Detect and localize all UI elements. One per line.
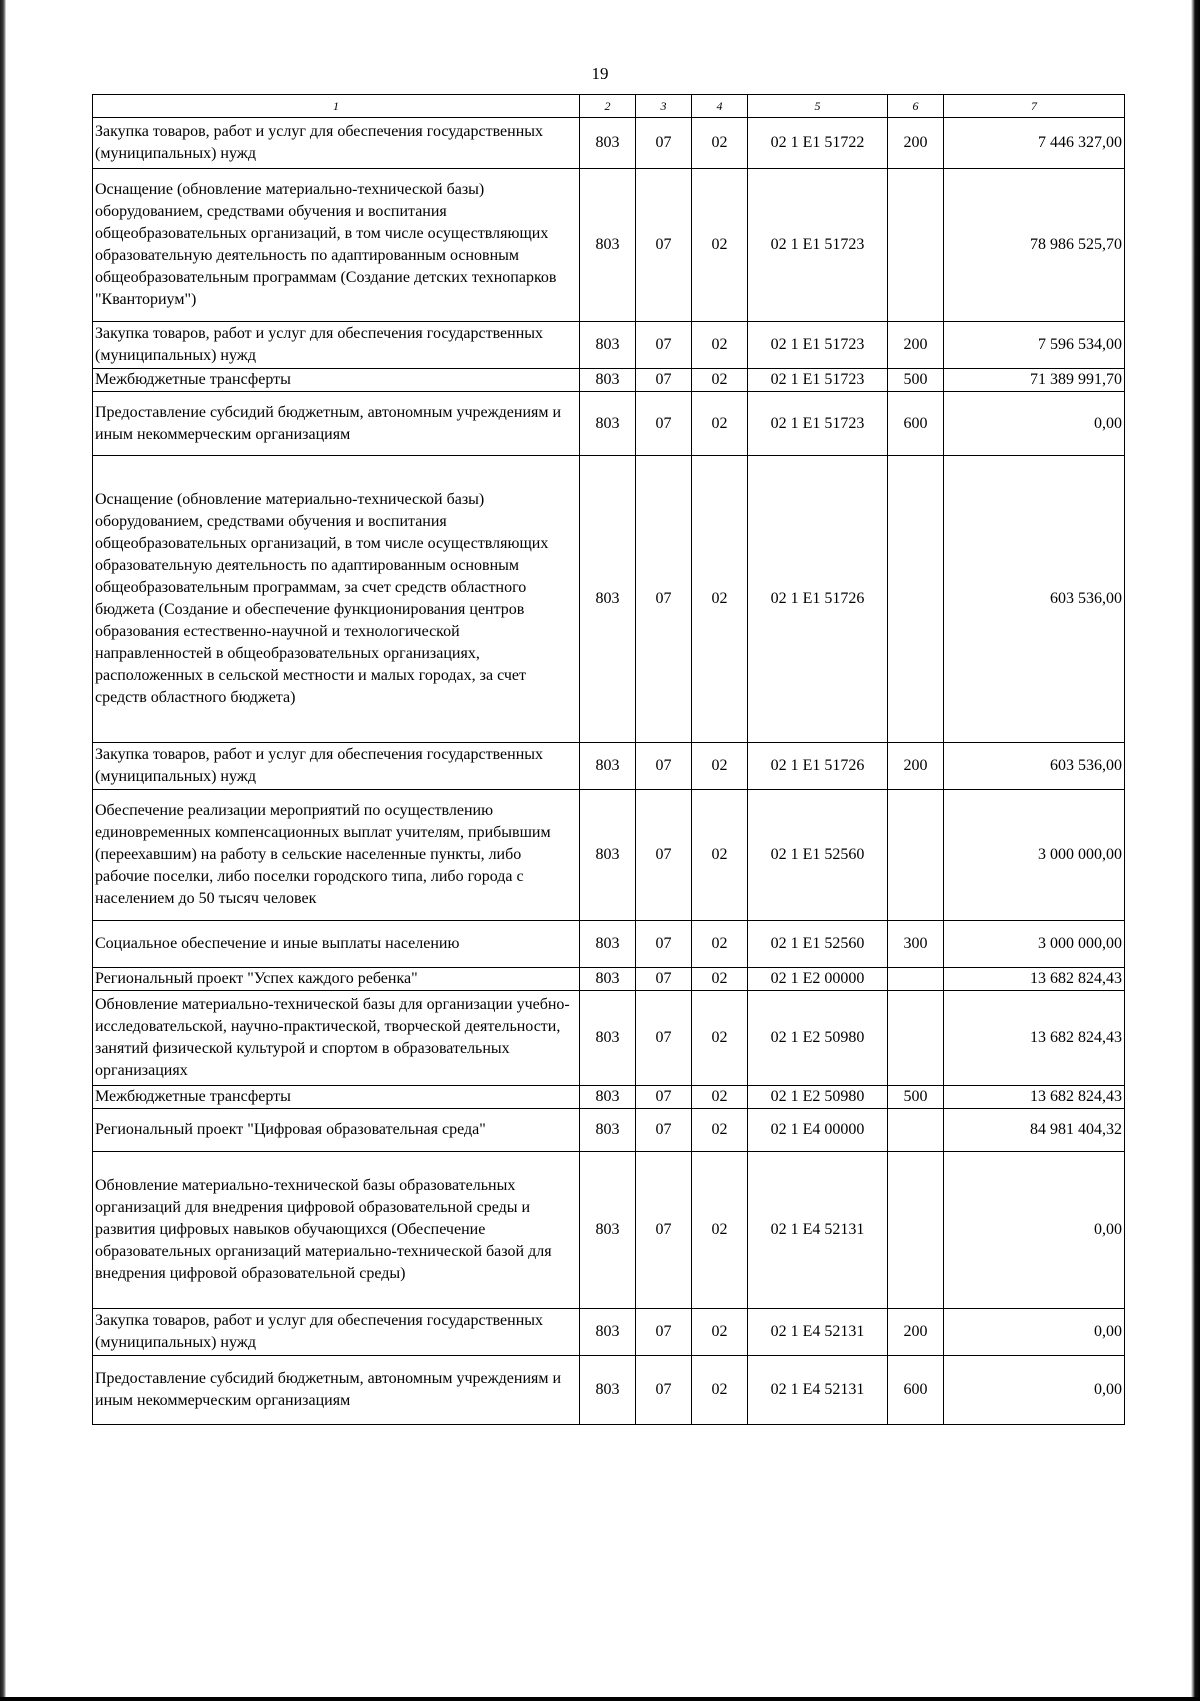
- row-amount: 7 596 534,00: [944, 322, 1125, 369]
- row-name: Закупка товаров, работ и услуг для обеспечения государственных (муниципальных) нужд: [93, 1309, 580, 1356]
- row-code-2: 803: [580, 1109, 636, 1152]
- row-code-2: 803: [580, 392, 636, 456]
- row-target-code: 02 1 E4 00000: [748, 1109, 888, 1152]
- row-target-code: 02 1 E4 52131: [748, 1356, 888, 1425]
- table-row: [93, 968, 1125, 991]
- row-code-3: 07: [636, 1152, 692, 1309]
- row-name: Региональный проект "Успех каждого ребенка": [93, 968, 580, 991]
- row-code-3: 07: [636, 968, 692, 991]
- row-code-2: 803: [580, 1086, 636, 1109]
- scan-edge-bottom: [0, 1697, 1200, 1701]
- row-expense-type: [888, 790, 944, 921]
- row-expense-type: 500: [888, 1086, 944, 1109]
- row-name: Предоставление субсидий бюджетным, автономным учреждениям и иным некоммерческим организациям: [93, 392, 580, 456]
- row-code-4: 02: [692, 118, 748, 169]
- column-number: 5: [748, 95, 888, 118]
- row-code-3: 07: [636, 991, 692, 1086]
- row-amount: 13 682 824,43: [944, 968, 1125, 991]
- row-code-2: 803: [580, 118, 636, 169]
- row-name: Закупка товаров, работ и услуг для обеспечения государственных (муниципальных) нужд: [93, 743, 580, 790]
- row-amount: 603 536,00: [944, 456, 1125, 743]
- scan-edge-right: [1191, 0, 1200, 1701]
- row-code-2: 803: [580, 1309, 636, 1356]
- row-code-4: 02: [692, 1309, 748, 1356]
- row-target-code: 02 1 E1 51726: [748, 456, 888, 743]
- row-target-code: 02 1 E1 52560: [748, 790, 888, 921]
- row-amount: 3 000 000,00: [944, 921, 1125, 968]
- row-name: Оснащение (обновление материально-технической базы) оборудованием, средствами обучения и воспитания общеобразовательных организаций, в том числе осуществляющих образовательную деятельность по адаптированным основным общеобразовательным программам (Создание детских технопарков "Кванториум"): [93, 169, 580, 322]
- row-amount: 13 682 824,43: [944, 991, 1125, 1086]
- row-code-4: 02: [692, 921, 748, 968]
- row-amount: 7 446 327,00: [944, 118, 1125, 169]
- row-code-4: 02: [692, 369, 748, 392]
- row-expense-type: 600: [888, 1356, 944, 1425]
- row-code-3: 07: [636, 392, 692, 456]
- row-code-3: 07: [636, 118, 692, 169]
- row-name: Обновление материально-технической базы образовательных организаций для внедрения цифровой образовательной среды и развития цифровых навыков обучающихся (Обеспечение образовательных организаций материально-технической базой для внедрения цифровой образовательной среды): [93, 1152, 580, 1309]
- row-code-3: 07: [636, 169, 692, 322]
- row-code-2: 803: [580, 991, 636, 1086]
- row-code-2: 803: [580, 968, 636, 991]
- table-row: [93, 1356, 1125, 1425]
- row-amount: 84 981 404,32: [944, 1109, 1125, 1152]
- row-code-4: 02: [692, 991, 748, 1086]
- budget-table-body: [93, 95, 1125, 1425]
- row-expense-type: 200: [888, 743, 944, 790]
- row-target-code: 02 1 E2 50980: [748, 991, 888, 1086]
- column-number: 6: [888, 95, 944, 118]
- row-code-3: 07: [636, 1086, 692, 1109]
- row-code-3: 07: [636, 1109, 692, 1152]
- row-code-2: 803: [580, 369, 636, 392]
- row-expense-type: 300: [888, 921, 944, 968]
- row-target-code: 02 1 E1 51723: [748, 369, 888, 392]
- row-code-2: 803: [580, 322, 636, 369]
- table-row: [93, 169, 1125, 322]
- row-expense-type: 200: [888, 322, 944, 369]
- row-code-2: 803: [580, 169, 636, 322]
- row-name: Межбюджетные трансферты: [93, 369, 580, 392]
- row-expense-type: 500: [888, 369, 944, 392]
- row-code-4: 02: [692, 1356, 748, 1425]
- row-name: Закупка товаров, работ и услуг для обеспечения государственных (муниципальных) нужд: [93, 322, 580, 369]
- row-name: Обновление материально-технической базы для организации учебно-исследовательской, научно-практической, творческой деятельности, занятий физической культурой и спортом в образовательных организациях: [93, 991, 580, 1086]
- row-amount: 78 986 525,70: [944, 169, 1125, 322]
- row-code-2: 803: [580, 743, 636, 790]
- row-code-3: 07: [636, 369, 692, 392]
- row-name: Предоставление субсидий бюджетным, автономным учреждениям и иным некоммерческим организациям: [93, 1356, 580, 1425]
- table-row: [93, 1309, 1125, 1356]
- row-code-4: 02: [692, 1152, 748, 1309]
- row-code-3: 07: [636, 921, 692, 968]
- row-code-4: 02: [692, 790, 748, 921]
- table-row: [93, 790, 1125, 921]
- row-amount: 0,00: [944, 1152, 1125, 1309]
- row-target-code: 02 1 E2 00000: [748, 968, 888, 991]
- table-row: [93, 743, 1125, 790]
- row-code-4: 02: [692, 743, 748, 790]
- row-code-2: 803: [580, 790, 636, 921]
- row-amount: 13 682 824,43: [944, 1086, 1125, 1109]
- row-name: Закупка товаров, работ и услуг для обеспечения государственных (муниципальных) нужд: [93, 118, 580, 169]
- table-header-row: [93, 95, 1125, 118]
- row-code-3: 07: [636, 1356, 692, 1425]
- table-row: [93, 369, 1125, 392]
- row-code-4: 02: [692, 322, 748, 369]
- row-target-code: 02 1 E1 51723: [748, 392, 888, 456]
- row-code-3: 07: [636, 743, 692, 790]
- row-code-4: 02: [692, 1086, 748, 1109]
- row-code-2: 803: [580, 1356, 636, 1425]
- row-target-code: 02 1 E2 50980: [748, 1086, 888, 1109]
- row-code-4: 02: [692, 456, 748, 743]
- table-row: [93, 921, 1125, 968]
- row-code-3: 07: [636, 456, 692, 743]
- table-row: [93, 392, 1125, 456]
- row-code-4: 02: [692, 968, 748, 991]
- row-code-2: 803: [580, 1152, 636, 1309]
- row-expense-type: [888, 456, 944, 743]
- table-row: [93, 456, 1125, 743]
- row-name: Обеспечение реализации мероприятий по осуществлению единовременных компенсационных выплат учителям, прибывшим (переехавшим) на работу в сельские населенные пункты, либо рабочие поселки, либо поселки городского типа, либо города с населением до 50 тысяч человек: [93, 790, 580, 921]
- row-target-code: 02 1 E4 52131: [748, 1152, 888, 1309]
- row-amount: 0,00: [944, 1309, 1125, 1356]
- row-expense-type: [888, 1152, 944, 1309]
- row-code-2: 803: [580, 456, 636, 743]
- row-code-2: 803: [580, 921, 636, 968]
- row-code-3: 07: [636, 790, 692, 921]
- column-number: 2: [580, 95, 636, 118]
- row-target-code: 02 1 E1 51726: [748, 743, 888, 790]
- row-target-code: 02 1 E4 52131: [748, 1309, 888, 1356]
- row-target-code: 02 1 E1 51723: [748, 169, 888, 322]
- row-code-3: 07: [636, 322, 692, 369]
- row-target-code: 02 1 E1 51723: [748, 322, 888, 369]
- row-code-4: 02: [692, 1109, 748, 1152]
- row-expense-type: [888, 991, 944, 1086]
- column-number: 7: [944, 95, 1125, 118]
- table-row: [93, 118, 1125, 169]
- table-row: [93, 1109, 1125, 1152]
- scan-edge-left: [0, 0, 6, 1701]
- row-code-4: 02: [692, 169, 748, 322]
- row-expense-type: [888, 968, 944, 991]
- row-amount: 0,00: [944, 392, 1125, 456]
- row-target-code: 02 1 E1 52560: [748, 921, 888, 968]
- row-expense-type: 200: [888, 118, 944, 169]
- row-name: Социальное обеспечение и иные выплаты населению: [93, 921, 580, 968]
- row-amount: 0,00: [944, 1356, 1125, 1425]
- row-expense-type: 200: [888, 1309, 944, 1356]
- row-amount: 603 536,00: [944, 743, 1125, 790]
- column-number: 1: [93, 95, 580, 118]
- table-row: [93, 991, 1125, 1086]
- row-expense-type: 600: [888, 392, 944, 456]
- row-expense-type: [888, 169, 944, 322]
- page-number: 19: [591, 64, 609, 83]
- row-target-code: 02 1 E1 51722: [748, 118, 888, 169]
- table-row: [93, 1152, 1125, 1309]
- table-row: [93, 322, 1125, 369]
- column-number: 3: [636, 95, 692, 118]
- row-code-4: 02: [692, 392, 748, 456]
- column-number: 4: [692, 95, 748, 118]
- row-amount: 3 000 000,00: [944, 790, 1125, 921]
- row-name: Межбюджетные трансферты: [93, 1086, 580, 1109]
- row-name: Региональный проект "Цифровая образовательная среда": [93, 1109, 580, 1152]
- row-amount: 71 389 991,70: [944, 369, 1125, 392]
- table-row: [93, 1086, 1125, 1109]
- budget-table: [92, 94, 1125, 1425]
- row-name: Оснащение (обновление материально-технической базы) оборудованием, средствами обучения и воспитания общеобразовательных организаций, в том числе осуществляющих образовательную деятельность по адаптированным основным общеобразовательным программам, за счет средств областного бюджета (Создание и обеспечение функционирования центров образования естественно-научной и технологической направленностей в общеобразовательных организациях, расположенных в сельской местности и малых городах, за счет средств областного бюджета): [93, 456, 580, 743]
- row-expense-type: [888, 1109, 944, 1152]
- row-code-3: 07: [636, 1309, 692, 1356]
